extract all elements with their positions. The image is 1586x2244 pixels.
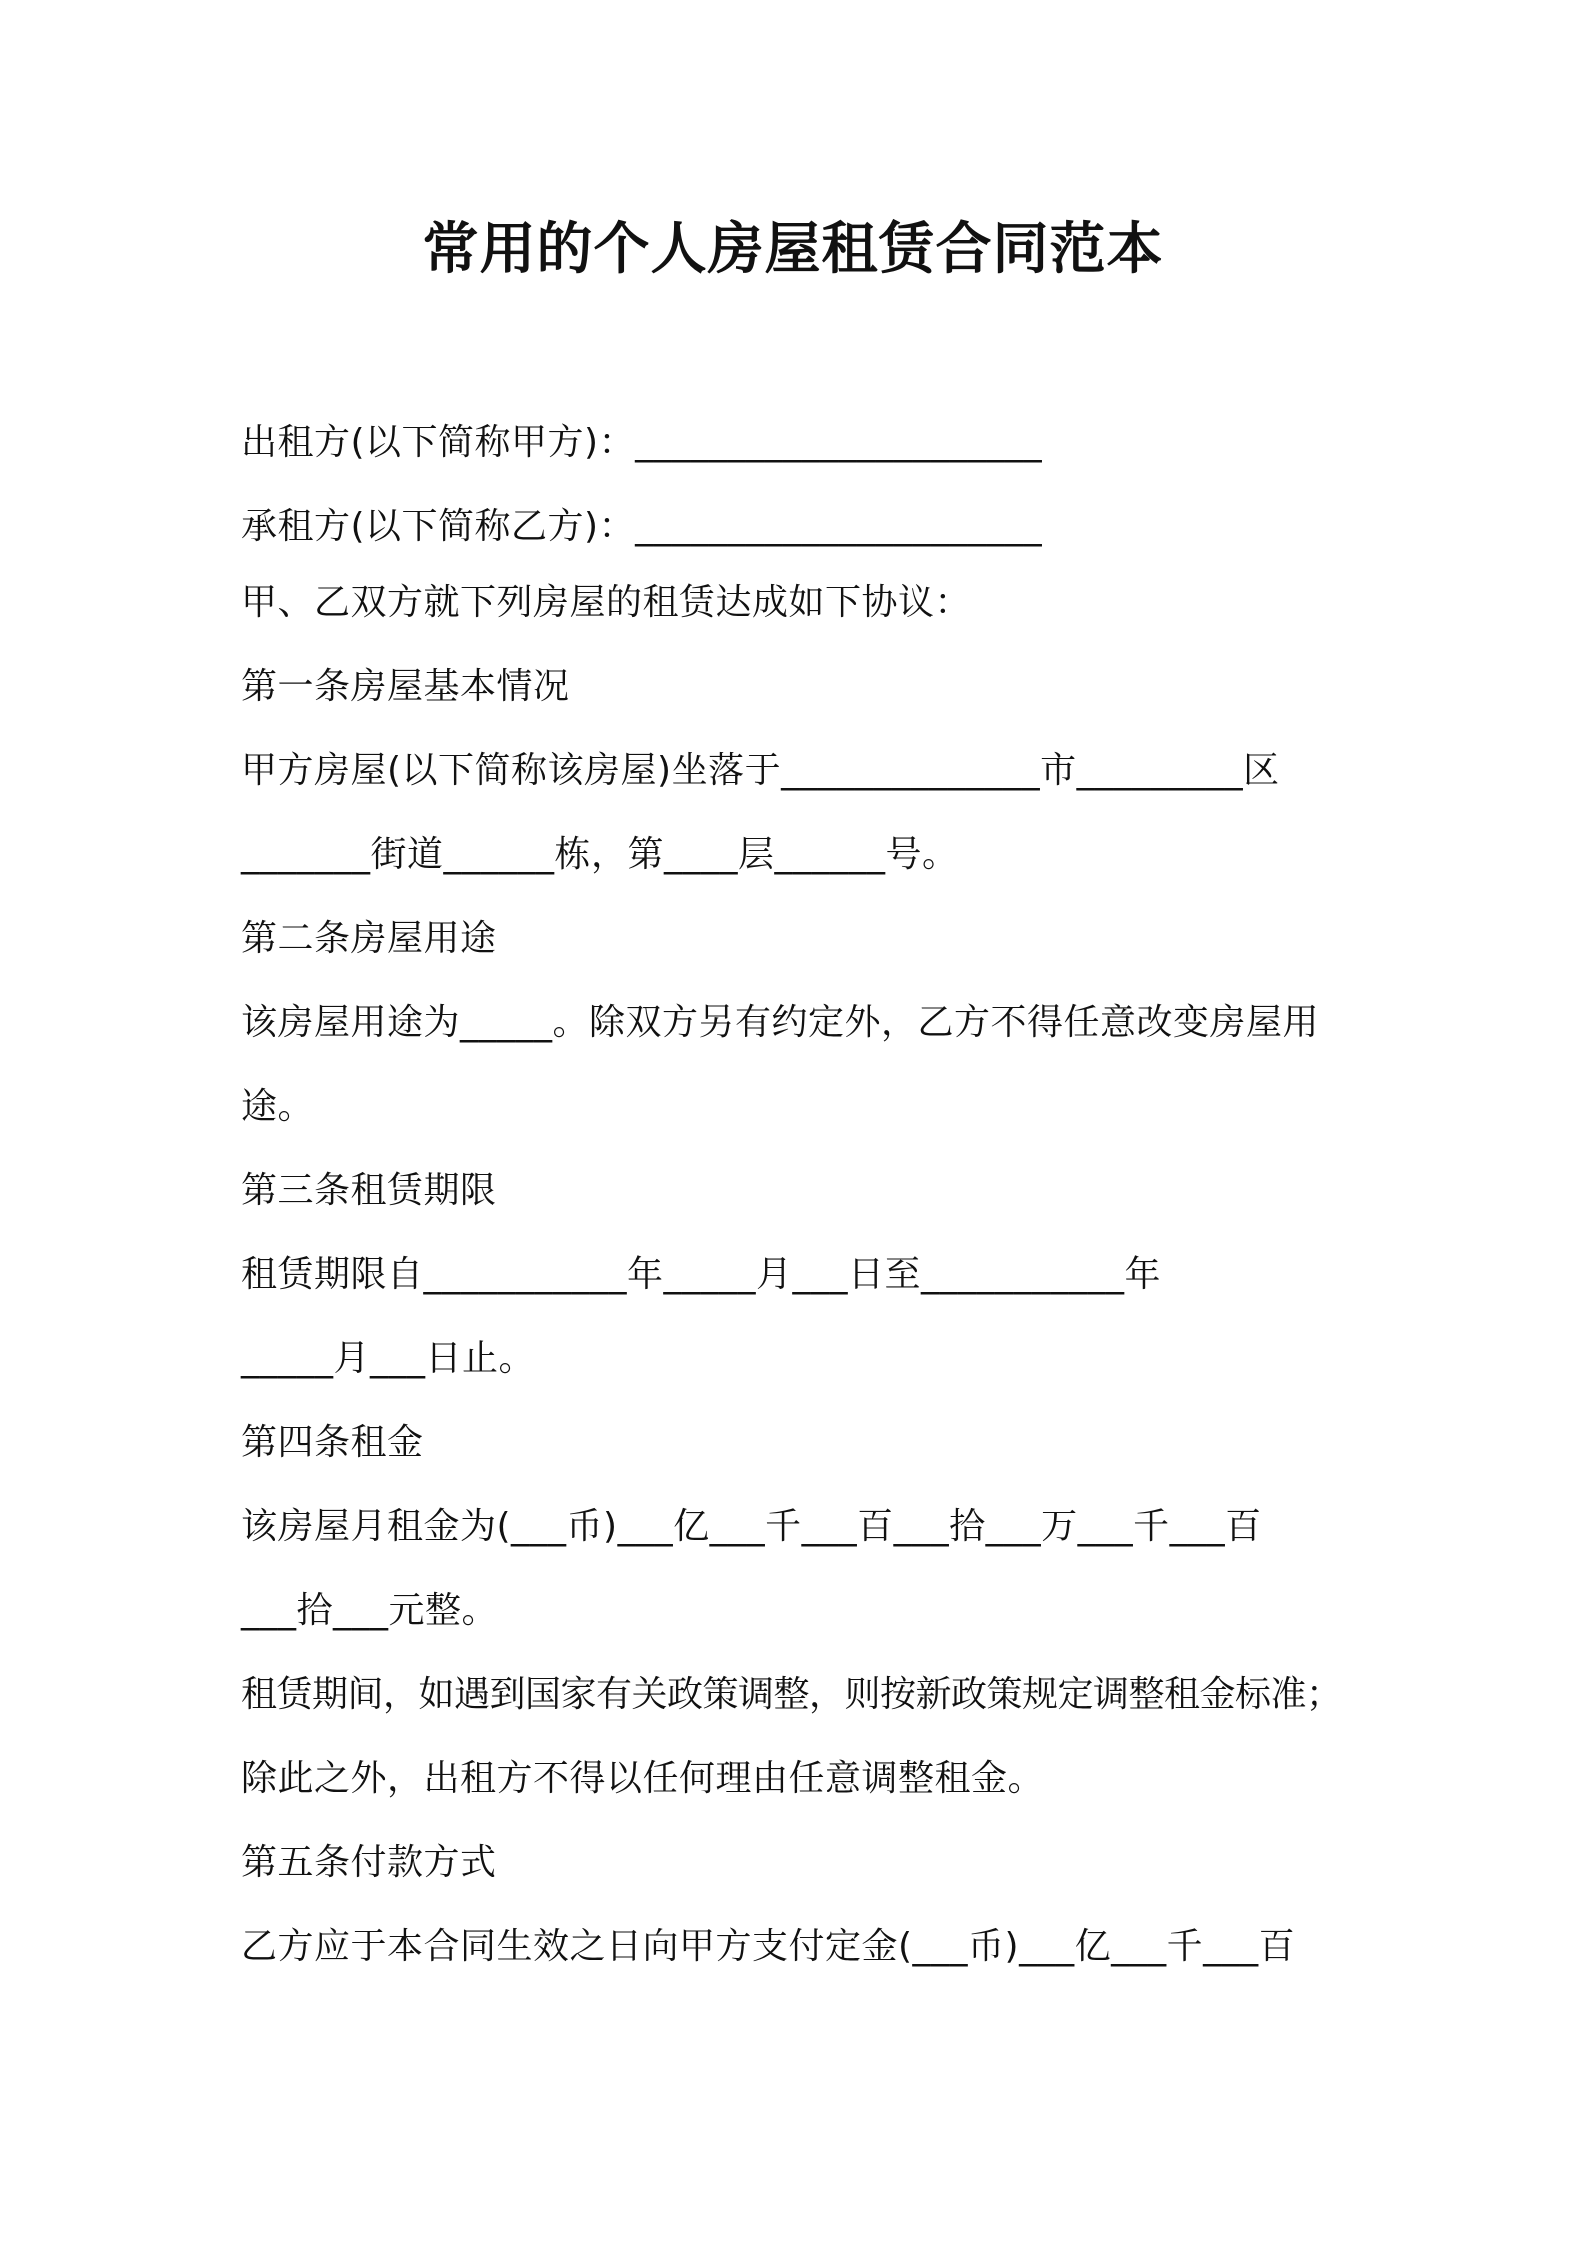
document-title: 常用的个人房屋租赁合同范本 <box>422 217 1164 282</box>
article-4-text-1: 该房屋月租金为(___币)___亿___千___百___拾___万___千___百 <box>241 1506 1262 1547</box>
article-4-text-4: 除此之外，出租方不得以任何理由任意调整租金。 <box>241 1758 1045 1799</box>
article-4-text-3: 租赁期间，如遇到国家有关政策调整，则按新政策规定调整租金标准； <box>241 1674 1342 1715</box>
article-4-text-2: ___拾___元整。 <box>241 1590 499 1631</box>
lessee-line: 承租方(以下简称乙方)：______________________ <box>241 506 1043 547</box>
article-3-heading: 第三条租赁期限 <box>241 1170 497 1211</box>
agreement-intro: 甲、乙双方就下列房屋的租赁达成如下协议： <box>241 582 972 623</box>
article-1-heading: 第一条房屋基本情况 <box>241 666 570 707</box>
article-2-text-2: 途。 <box>241 1086 315 1127</box>
article-3-text-1: 租赁期限自___________年_____月___日至___________年 <box>241 1254 1162 1295</box>
article-1-text-2: _______街道______栋，第____层______号。 <box>241 834 959 875</box>
article-5-heading: 第五条付款方式 <box>241 1842 497 1883</box>
article-2-text-1: 该房屋用途为_____。除双方另有约定外，乙方不得任意改变房屋用 <box>241 1002 1320 1043</box>
article-2-heading: 第二条房屋用途 <box>241 918 497 959</box>
article-3-text-2: _____月___日止。 <box>241 1338 536 1379</box>
article-5-text-1: 乙方应于本合同生效之日向甲方支付定金(___币)___亿___千___百 <box>241 1926 1296 1967</box>
article-4-heading: 第四条租金 <box>241 1422 424 1463</box>
lessor-line: 出租方(以下简称甲方)：______________________ <box>241 422 1043 463</box>
article-1-text-1: 甲方房屋(以下简称该房屋)坐落于______________市_________区 <box>241 750 1280 791</box>
